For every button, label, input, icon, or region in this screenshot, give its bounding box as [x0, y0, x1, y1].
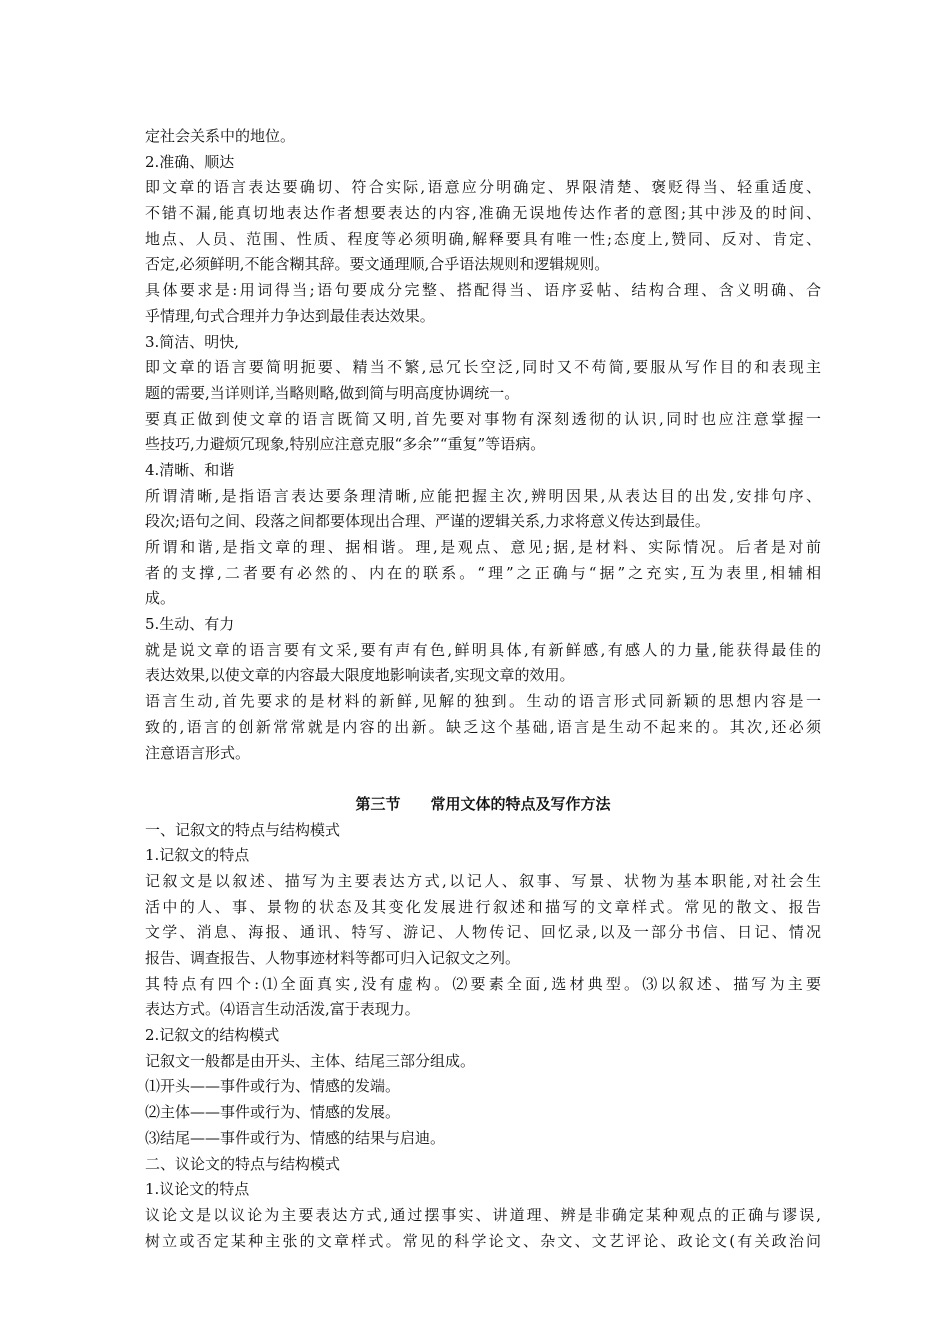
text-line: 即文章的语言表达要确切、符合实际,语意应分明确定、界限清楚、褒贬得当、轻重适度、 [145, 178, 821, 197]
section-heading: 二、议论文的特点与结构模式 [145, 1154, 341, 1173]
text-line: 乎情理,句式合理并力争达到最佳表达效果。 [145, 306, 435, 325]
subheading: 2.准确、顺达 [145, 152, 235, 171]
text-line: 树立或否定某种主张的文章样式。常见的科学论文、杂文、文艺评论、政论文(有关政治问 [145, 1231, 821, 1250]
text-line: 成。 [145, 589, 176, 608]
subheading: 1.记叙文的特点 [145, 846, 250, 865]
text-line: 题的需要,当详则详,当略则略,做到简与明高度协调统一。 [145, 383, 520, 402]
text-line: 段次;语句之间、段落之间都要体现出合理、严谨的逻辑关系,力求将意义传达到最佳。 [145, 512, 710, 531]
text-line: 表达效果,以使文章的内容最大限度地影响读者,实现文章的效用。 [145, 666, 575, 685]
paragraph-gap [145, 766, 821, 792]
text-line: 文学、消息、海报、通讯、特写、游记、人物传记、回忆录,以及一部分书信、日记、情况 [145, 923, 821, 942]
text-line: 活中的人、事、景物的状态及其变化发展进行叙述和描写的文章样式。常见的散文、报告 [145, 897, 821, 916]
text-line: 不错不漏,能真切地表达作者想要表达的内容,准确无误地传达作者的意图;其中涉及的时间、 [145, 204, 821, 223]
text-line: 要真正做到使文章的语言既简又明,首先要对事物有深刻透彻的认识,同时也应注意掌握一 [145, 409, 821, 428]
subheading: 4.清晰、和谐 [145, 460, 235, 479]
text-line: 地点、人员、范围、性质、程度等必须明确,解释要具有唯一性;态度上,赞同、反对、肯定、 [145, 229, 821, 248]
list-item: ⑵主体——事件或行为、情感的发展。 [145, 1103, 401, 1122]
text-line: 定社会关系中的地位。 [145, 127, 296, 145]
text-line: 就是说文章的语言要有文采,要有声有色,鲜明具体,有新鲜感,有感人的力量,能获得最佳的 [145, 640, 821, 659]
text-line: 议论文是以议论为主要表达方式,通过摆事实、讲道理、辨是非确定某种观点的正确与谬误, [145, 1205, 821, 1224]
subheading: 5.生动、有力 [145, 615, 235, 634]
text-line: 即文章的语言要简明扼要、精当不繁,忌冗长空泛,同时又不苟简,要服从写作目的和表现主 [145, 358, 821, 377]
subheading: 2.记叙文的结构模式 [145, 1026, 280, 1045]
subheading: 3.简洁、明快, [145, 332, 240, 351]
text-line: 表达方式。⑷语言生动活泼,富于表现力。 [145, 1000, 420, 1019]
subheading: 1.议论文的特点 [145, 1180, 250, 1199]
section-heading: 一、记叙文的特点与结构模式 [145, 820, 341, 839]
text-line: 其特点有四个:⑴全面真实,没有虚构。⑵要素全面,选材典型。⑶以叙述、描写为主要 [145, 974, 821, 993]
text-line: 报告、调查报告、人物事迹材料等都可归入记叙文之列。 [145, 949, 521, 967]
text-line: 记叙文一般都是由开头、主体、结尾三部分组成。 [145, 1051, 476, 1070]
text-line: 者的支撑,二者要有必然的、内在的联系。“理”之正确与“据”之充实,互为表里,相辅相 [145, 563, 821, 582]
text-line: 注意语言形式。 [145, 743, 251, 762]
list-item: ⑶结尾——事件或行为、情感的结果与启迪。 [145, 1128, 446, 1147]
text-line: 致的,语言的创新常常就是内容的出新。缺乏这个基础,语言是生动不起来的。其次,还必须 [145, 717, 821, 736]
text-line: 否定,必须鲜明,不能含糊其辞。要文通理顺,合乎语法规则和逻辑规则。 [145, 255, 610, 274]
text-line: 些技巧,力避烦冗现象,特别应注意克服“多余”“重复”等语病。 [145, 435, 546, 454]
text-line: 所谓和谐,是指文章的理、据相谐。理,是观点、意见;据,是材料、实际情况。后者是对前 [145, 538, 821, 556]
text-line: 所谓清晰,是指语言表达要条理清晰,应能把握主次,辨明因果,从表达目的出发,安排句序、 [145, 486, 821, 505]
text-line: 具体要求是:用词得当;语句要成分完整、搭配得当、语序妥帖、结构合理、含义明确、合 [145, 281, 821, 300]
text-line: 记叙文是以叙述、描写为主要表达方式,以记人、叙事、写景、状物为基本职能,对社会生 [145, 871, 821, 890]
section-title: 第三节 常用文体的特点及写作方法 [355, 794, 611, 813]
document-page [145, 124, 821, 1254]
text-line: 语言生动,首先要求的是材料的新鲜,见解的独到。生动的语言形式同新颖的思想内容是一 [145, 692, 821, 711]
list-item: ⑴开头——事件或行为、情感的发端。 [145, 1077, 401, 1096]
